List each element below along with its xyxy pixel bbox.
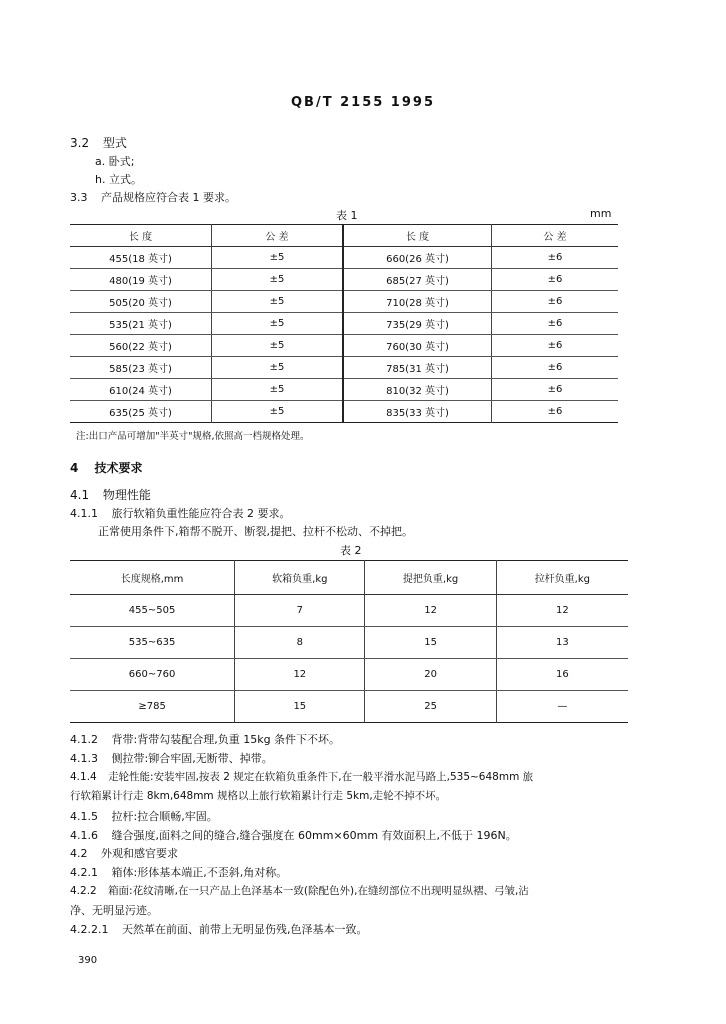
section-4-2-2-1 bbox=[70, 921, 367, 937]
section-text: 产品规格应符合表 1 要求。 bbox=[101, 191, 236, 204]
paragraph: 正常使用条件下,箱帮不脱开、断裂,提把、拉杆不松动、不掉把。 bbox=[98, 525, 413, 538]
table-cell: ±6 bbox=[491, 401, 618, 423]
column-header: 公 差 bbox=[491, 225, 618, 247]
section-4-1-2 bbox=[70, 731, 340, 747]
table-cell: 760(30 英寸) bbox=[343, 335, 491, 357]
table-cell: ±6 bbox=[491, 247, 618, 269]
section-title: 物理性能 bbox=[102, 488, 151, 502]
section-4-1-3 bbox=[70, 750, 273, 766]
section-text: 天然革在前面、前带上无明显伤残,色泽基本一致。 bbox=[121, 923, 368, 936]
table-cell: ±5 bbox=[212, 401, 343, 423]
list-item: h. 立式。 bbox=[95, 173, 142, 186]
table-cell: 505(20 英寸) bbox=[70, 291, 212, 313]
section-title: 型式 bbox=[102, 136, 127, 150]
table-cell: ±5 bbox=[212, 247, 343, 269]
section-number: 3.2 bbox=[70, 136, 90, 150]
page-header: QB/T 2155 1995 bbox=[291, 95, 435, 110]
section-text: 拉杆:拉合顺畅,牢固。 bbox=[111, 810, 218, 823]
section-number: 4.1.3 bbox=[70, 752, 98, 765]
table-cell: 735(29 英寸) bbox=[343, 313, 491, 335]
section-4-1-6 bbox=[70, 827, 517, 843]
table-cell: 8 bbox=[235, 627, 365, 659]
column-header: 长 度 bbox=[343, 225, 491, 247]
section-text: 箱面:花纹清晰,在一只产品上色泽基本一致(除配色外),在缝纫部位不出现明显纵褶、弓皱,沾 bbox=[108, 885, 529, 897]
table-cell: 710(28 英寸) bbox=[343, 291, 491, 313]
table-cell: 12 bbox=[496, 595, 628, 627]
table-cell: 15 bbox=[235, 691, 365, 723]
table-cell: ±5 bbox=[212, 357, 343, 379]
table2-caption: 表 2 bbox=[340, 544, 362, 557]
table-row bbox=[70, 247, 618, 269]
table-cell: ±6 bbox=[491, 291, 618, 313]
table-cell: 15 bbox=[365, 627, 496, 659]
section-text: 侧拉带:铆合牢固,无断带、掉带。 bbox=[111, 752, 273, 765]
table-row bbox=[70, 291, 618, 313]
table-cell: 20 bbox=[365, 659, 496, 691]
table-row bbox=[70, 379, 618, 401]
section-3-2-heading bbox=[70, 134, 127, 151]
table-cell: 610(24 英寸) bbox=[70, 379, 212, 401]
section-title: 技术要求 bbox=[94, 461, 143, 475]
table-cell: ±5 bbox=[212, 313, 343, 335]
section-text: 箱体:形体基本端正,不歪斜,角对称。 bbox=[111, 866, 288, 879]
table-cell: 455(18 英寸) bbox=[70, 247, 212, 269]
section-title: 外观和感官要求 bbox=[101, 847, 178, 860]
table-row bbox=[70, 357, 618, 379]
table-cell: ±6 bbox=[491, 313, 618, 335]
table1-unit: mm bbox=[590, 207, 612, 220]
section-4-1-4-continued: 行软箱累计行走 8km,648mm 规格以上旅行软箱累计行走 5km,走轮不掉不坏。 bbox=[70, 790, 447, 802]
table-cell: 7 bbox=[235, 595, 365, 627]
column-header: 长度规格,mm bbox=[70, 561, 235, 595]
section-number: 4.1.4 bbox=[70, 771, 97, 783]
table-cell: 480(19 英寸) bbox=[70, 269, 212, 291]
section-number: 4.1.5 bbox=[70, 810, 98, 823]
section-number: 4 bbox=[70, 461, 79, 475]
table-cell: 660~760 bbox=[70, 659, 235, 691]
table-cell: ±5 bbox=[212, 291, 343, 313]
section-number: 4.1.2 bbox=[70, 733, 98, 746]
section-4-1-5 bbox=[70, 808, 218, 824]
page-number: 390 bbox=[78, 955, 98, 966]
table-cell: ±6 bbox=[491, 269, 618, 291]
table-cell: ±5 bbox=[212, 269, 343, 291]
table-cell: 635(25 英寸) bbox=[109, 408, 172, 419]
section-4-heading bbox=[70, 459, 143, 476]
list-item: a. 卧式; bbox=[95, 155, 135, 168]
table-cell: 16 bbox=[496, 659, 628, 691]
section-4-2-heading bbox=[70, 845, 178, 861]
section-4-2-2-continued: 净、无明显污迹。 bbox=[70, 904, 158, 917]
table-row bbox=[70, 595, 628, 627]
table-row bbox=[70, 627, 628, 659]
section-4-2-2 bbox=[70, 883, 529, 898]
table-cell: 685(27 英寸) bbox=[343, 269, 491, 291]
table-cell: 835(33 英寸) bbox=[343, 401, 491, 423]
column-header: 软箱负重,kg bbox=[235, 561, 365, 595]
section-4-1-4 bbox=[70, 769, 533, 784]
section-number: 4.2.1 bbox=[70, 866, 98, 879]
table-cell: 12 bbox=[365, 595, 496, 627]
table-row bbox=[70, 313, 618, 335]
table-cell: ±5 bbox=[212, 335, 343, 357]
table-cell: 660(26 英寸) bbox=[343, 247, 491, 269]
section-text: 背带:背带勾装配合理,负重 15kg 条件下不坏。 bbox=[111, 733, 341, 746]
table-row bbox=[70, 335, 618, 357]
table-cell: ±5 bbox=[212, 379, 343, 401]
table1-caption: 表 1 bbox=[336, 209, 358, 222]
table-row bbox=[70, 691, 628, 723]
section-4-1-heading bbox=[70, 486, 151, 503]
section-text: 走轮性能:安装牢固,按表 2 规定在软箱负重条件下,在一般平滑水泥马路上,535~648mm 旅 bbox=[108, 771, 534, 783]
table-cell: ±6 bbox=[491, 379, 618, 401]
table-cell: 12 bbox=[235, 659, 365, 691]
table-cell: 535(21 英寸) bbox=[70, 313, 212, 335]
table-cell: 455~505 bbox=[70, 595, 235, 627]
section-number: 4.1.6 bbox=[70, 829, 98, 842]
section-text: 旅行软箱负重性能应符合表 2 要求。 bbox=[111, 507, 291, 520]
column-header: 拉杆负重,kg bbox=[496, 561, 628, 595]
column-header: 提把负重,kg bbox=[365, 561, 496, 595]
section-text: 缝合强度,面料之间的缝合,缝合强度在 60mm×60mm 有效面积上,不低于 196N。 bbox=[111, 829, 517, 842]
table-row bbox=[70, 269, 618, 291]
table-1 bbox=[70, 224, 618, 423]
table-cell: 585(23 英寸) bbox=[70, 357, 212, 379]
section-number: 4.2.2.1 bbox=[70, 923, 109, 936]
table-2 bbox=[70, 560, 628, 723]
section-number: 3.3 bbox=[70, 191, 88, 204]
table-cell: 13 bbox=[496, 627, 628, 659]
table-cell: 785(31 英寸) bbox=[343, 357, 491, 379]
section-number: 4.2.2 bbox=[70, 885, 97, 897]
table-row bbox=[70, 659, 628, 691]
section-4-1-1 bbox=[70, 505, 291, 521]
section-4-2-1 bbox=[70, 864, 287, 880]
table-header-row bbox=[70, 561, 628, 595]
column-header: 长 度 bbox=[70, 225, 212, 247]
table-cell: 25 bbox=[365, 691, 496, 723]
table-cell: 810(32 英寸) bbox=[343, 379, 491, 401]
table-row bbox=[70, 401, 618, 423]
column-header: 公 差 bbox=[212, 225, 343, 247]
section-3-3 bbox=[70, 189, 236, 205]
table-cell: ±6 bbox=[491, 335, 618, 357]
section-number: 4.1.1 bbox=[70, 507, 98, 520]
table1-note: 注:出口产品可增加"半英寸"规格,依照高一档规格处理。 bbox=[76, 431, 310, 442]
table-cell: — bbox=[496, 691, 628, 723]
section-number: 4.2 bbox=[70, 847, 88, 860]
table-cell: ±6 bbox=[491, 357, 618, 379]
table-cell: 535~635 bbox=[70, 627, 235, 659]
table-cell: ≥785 bbox=[138, 701, 166, 712]
table-cell: 560(22 英寸) bbox=[70, 335, 212, 357]
section-number: 4.1 bbox=[70, 488, 90, 502]
table-header-row bbox=[70, 225, 618, 247]
